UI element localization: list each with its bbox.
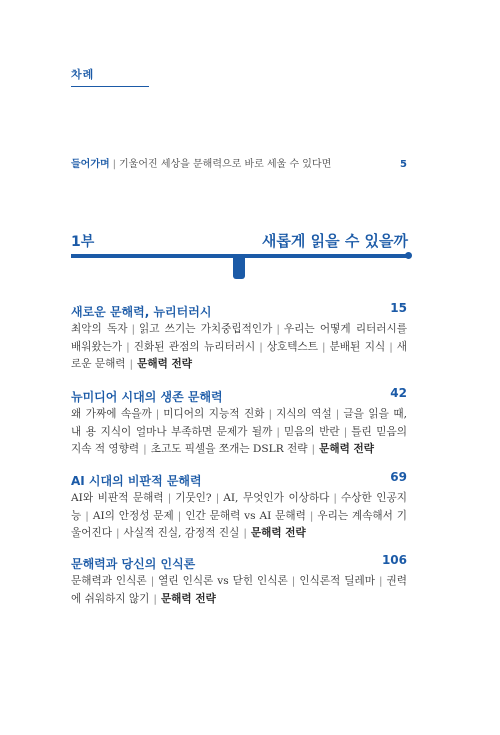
section-item: 상호텍스트 xyxy=(266,340,318,353)
separator: | xyxy=(276,425,280,438)
chapter-page-number: 42 xyxy=(390,386,407,400)
part-title: 새롭게 읽을 수 있을까 xyxy=(261,232,408,250)
chapter-sections xyxy=(71,490,407,543)
separator: | xyxy=(321,340,326,353)
separator: | xyxy=(155,408,160,420)
chapter-page-number: 106 xyxy=(381,553,407,567)
chapter-page-number: 15 xyxy=(390,301,407,315)
chapter-header xyxy=(71,553,407,571)
separator: | xyxy=(215,492,220,504)
separator: | xyxy=(268,408,273,420)
part-number: 1부 xyxy=(71,234,95,250)
separator: | xyxy=(112,159,117,170)
chapter-header xyxy=(71,301,407,319)
section-item: AI와 비판적 문해력 xyxy=(71,492,164,504)
separator: | xyxy=(343,425,348,438)
toc-heading-underline xyxy=(71,86,149,87)
section-item: 새로운 문해력 xyxy=(71,340,407,371)
section-item: 초고도 픽셀을 쪼개는 DSLR 전략 xyxy=(150,443,308,456)
separator: | xyxy=(311,443,316,456)
strategy-label: 문해력 전략 xyxy=(160,592,216,605)
chapter-header xyxy=(71,470,407,488)
chapter-sections xyxy=(71,573,407,608)
section-item: 열린 인식론 vs 닫힌 인식론 xyxy=(158,575,288,587)
chapter-sections xyxy=(71,406,407,459)
intro-lead: 들어가며 xyxy=(71,159,110,170)
separator: | xyxy=(335,408,340,420)
separator: | xyxy=(177,509,182,522)
chapter-title: AI 시대의 비판적 문해력 xyxy=(71,474,202,488)
section-item: AI의 안정성 문제 xyxy=(92,509,174,522)
section-item: 기뭇인? xyxy=(175,492,212,504)
section-item: 인간 문해력 vs AI 문해력 xyxy=(185,509,306,522)
section-item: 지식의 역설 xyxy=(276,408,332,420)
separator: | xyxy=(143,443,147,456)
section-item: 인식론적 딜레마 xyxy=(299,575,375,587)
chapter-header xyxy=(71,386,407,404)
section-item: 권력에 쉬워하지 않기 xyxy=(71,575,407,605)
section-item: 사실적 진실, 감정적 진실 xyxy=(123,527,240,540)
strategy-label: 문해력 전략 xyxy=(250,527,306,540)
intro-page-number: 5 xyxy=(400,159,407,170)
chapter-title: 새로운 문해력, 뉴리터러시 xyxy=(71,305,212,319)
section-item: 수상한 인공지능 xyxy=(71,492,407,522)
chapter-entry[interactable] xyxy=(71,470,407,543)
section-item: 믿음의 반란 xyxy=(283,425,340,438)
toc-heading: 차례 xyxy=(71,68,95,81)
strategy-label: 문해력 전략 xyxy=(319,443,374,456)
section-item: 우리는 계속해서 기울어진다 xyxy=(71,509,407,540)
separator: | xyxy=(129,358,134,371)
intro-title: 기울어진 세상을 문해력으로 바로 세울 수 있다면 xyxy=(119,159,332,170)
separator: | xyxy=(276,323,280,335)
separator: | xyxy=(378,575,383,587)
separator: | xyxy=(333,492,337,504)
separator: | xyxy=(291,575,296,587)
chapter-entry[interactable] xyxy=(71,301,407,374)
section-item: 최악의 독자 xyxy=(71,323,128,335)
section-item: 틀린 믿음의 지속 적 영향력 xyxy=(71,425,407,456)
section-item: 문해력과 인식론 xyxy=(71,575,147,587)
separator: | xyxy=(153,592,157,605)
section-item: 읽고 쓰기는 가치중립적인가 xyxy=(139,323,273,335)
section-item: 분배된 지식 xyxy=(329,340,386,353)
separator: | xyxy=(131,323,136,335)
separator: | xyxy=(309,509,314,522)
separator: | xyxy=(126,340,130,353)
chapter-title: 문해력과 당신의 인식론 xyxy=(71,557,196,571)
separator: | xyxy=(389,340,393,353)
chapter-entry[interactable] xyxy=(71,386,407,459)
section-item: 왜 가짜에 속을까 xyxy=(71,408,152,420)
section-item: AI, 무엇인가 이상하다 xyxy=(223,492,330,504)
intro-entry[interactable] xyxy=(71,157,407,173)
strategy-label: 문해력 전략 xyxy=(137,358,192,371)
section-item: 글을 읽을 때, 내 용 지식이 얼마나 부족하면 문제가 될까 xyxy=(71,408,407,438)
section-item: 우리는 어떻게 리터러시를 배워왔는가 xyxy=(71,323,407,353)
separator: | xyxy=(85,509,89,522)
separator: | xyxy=(150,575,155,587)
section-item: 미디어의 지능적 진화 xyxy=(163,408,265,420)
chapter-sections xyxy=(71,321,407,374)
chapter-entry[interactable] xyxy=(71,553,407,608)
chapter-title: 뉴미디어 시대의 생존 문해력 xyxy=(71,390,223,404)
separator: | xyxy=(167,492,172,504)
chapter-page-number: 69 xyxy=(390,470,407,484)
separator: | xyxy=(259,340,263,353)
separator: | xyxy=(243,527,247,540)
part-tab-marker xyxy=(233,257,245,279)
section-item: 진화된 관점의 뉴리터러시 xyxy=(133,340,256,353)
separator: | xyxy=(115,527,120,540)
